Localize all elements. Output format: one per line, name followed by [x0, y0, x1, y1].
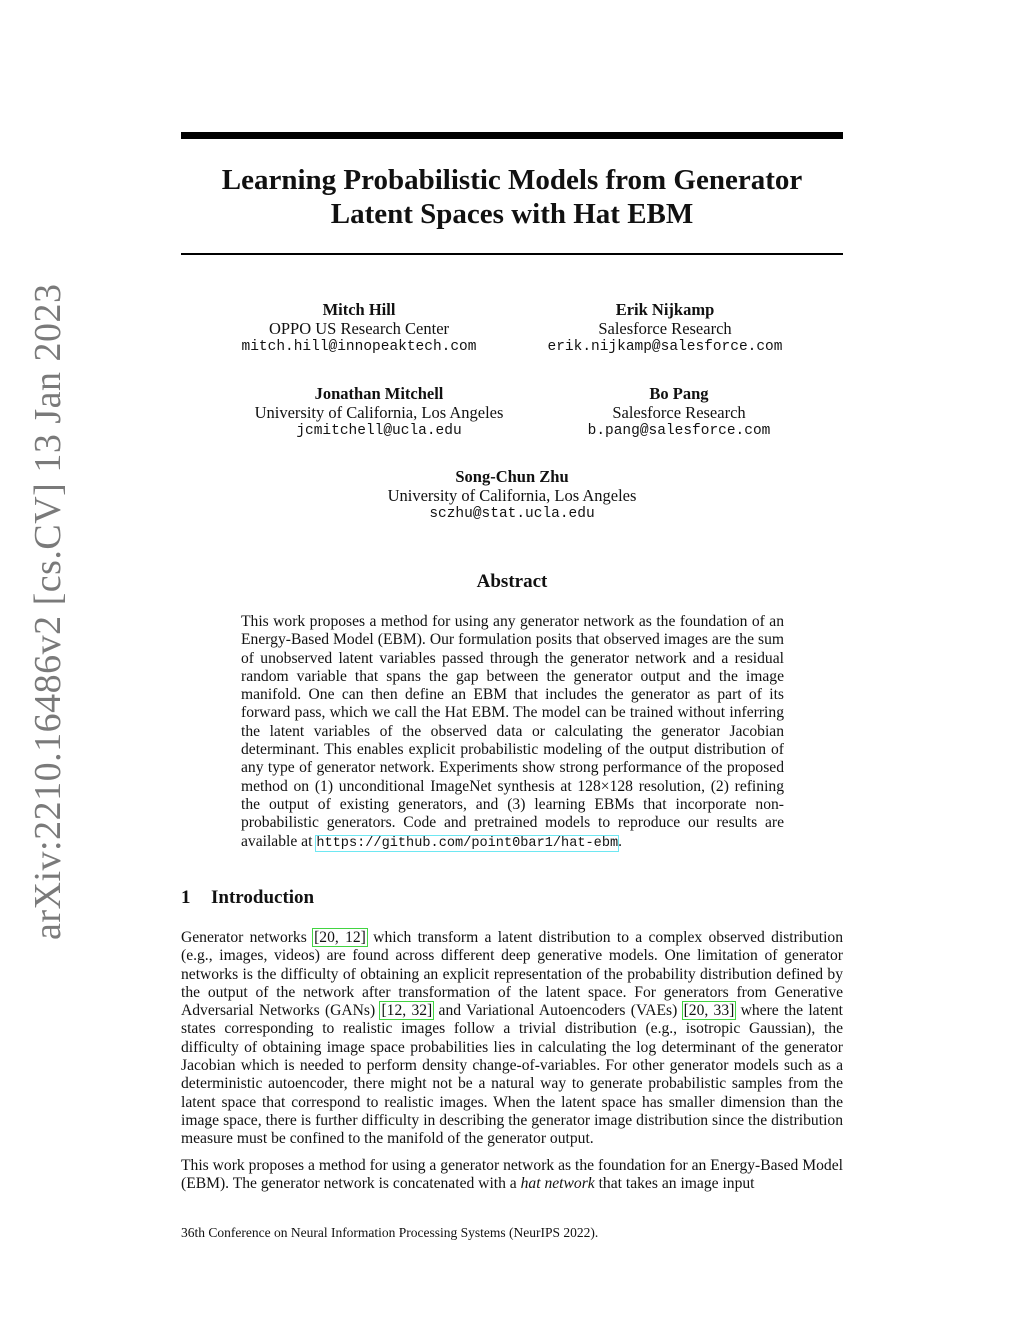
author-email[interactable]: erik.nijkamp@salesforce.com [547, 339, 783, 355]
author-name: Bo Pang [649, 384, 709, 403]
author-affiliation: Salesforce Research [612, 402, 746, 422]
citation-link[interactable]: [12, 32] [381, 1002, 433, 1020]
title-line-2: Latent Spaces with Hat EBM [330, 198, 694, 230]
author-affiliation: University of California, Los Angeles [254, 402, 504, 422]
section-heading-introduction [181, 887, 314, 909]
author-name: Mitch Hill [322, 300, 396, 319]
author-block-4 [499, 385, 859, 441]
title-line-1: Learning Probabilistic Models from Generator [221, 164, 803, 196]
author-email[interactable]: b.pang@salesforce.com [587, 423, 771, 439]
paragraph-text: where the latent states corresponding to realistic images follow a trivial distribution (e.g., isotropic Gaussian), the difficulty of obtaining image space probabilities lies in calculating the log determinant of the generator Jacobian which is needed to perform density change-of-variables. For other generator models such as a deterministic autoencoder, there might not be a natural way to generate probabilistic samples from the latent space that correspond to realistic images. When the latent space has smaller dimension than the image space, there is further difficulty in describing the generator image distribution since the distribution measure must be confined to the manifold of the generator output. [181, 1002, 843, 1148]
title-rule-bottom [181, 253, 843, 255]
author-affiliation: OPPO US Research Center [268, 318, 450, 338]
section-title: Introduction [211, 887, 315, 908]
paragraph-text: This work proposes a method for using a generator network as the foundation for an Energy-Based Model (EBM). The generator network is concatenated with a [181, 1157, 843, 1193]
author-email[interactable]: mitch.hill@innopeaktech.com [241, 339, 477, 355]
intro-paragraph-2 [181, 1157, 843, 1194]
abstract-heading: Abstract [476, 571, 548, 592]
citation-link[interactable]: [20, 33] [683, 1002, 735, 1020]
paragraph-text: which transform a latent distribution to a complex observed distribution (e.g., images, videos) are found across different deep generative models. One limitation of generator networks is the difficulty of obtaining an explicit representation of the probability distribution defined by the output of the network after transformation of the latent space. For generators from Generative Adversarial Networks (GANs) [181, 929, 843, 1020]
emphasized-term: hat network [520, 1175, 595, 1193]
author-affiliation: University of California, Los Angeles [387, 485, 637, 505]
abstract-text-end: . [618, 832, 623, 850]
paragraph-text: and Variational Autoencoders (VAEs) [433, 1002, 683, 1020]
section-number: 1 [181, 887, 191, 908]
intro-paragraph-1 [181, 929, 843, 1149]
code-repository-link[interactable]: https://github.com/point0bar1/hat-ebm [316, 835, 619, 851]
paragraph-text: Generator networks [181, 929, 314, 946]
author-email[interactable]: jcmitchell@ucla.edu [296, 423, 462, 439]
conference-footnote: 36th Conference on Neural Information Processing Systems (NeurIPS 2022). [181, 1225, 599, 1240]
paragraph-text: that takes an image input [594, 1175, 755, 1193]
author-email[interactable]: sczhu@stat.ucla.edu [429, 506, 595, 522]
citation-link[interactable]: [20, 12] [314, 929, 366, 946]
author-name: Erik Nijkamp [615, 300, 715, 319]
paper-title [181, 163, 843, 231]
author-block-2 [485, 301, 845, 357]
author-affiliation: Salesforce Research [598, 318, 732, 338]
abstract-body [241, 613, 784, 853]
arxiv-stamp: arXiv:2210.16486v2 [cs.CV] 13 Jan 2023 [27, 283, 69, 940]
author-name: Jonathan Mitchell [314, 384, 444, 403]
author-block-5 [332, 468, 692, 524]
title-rule-top [181, 132, 843, 139]
author-name: Song-Chun Zhu [455, 467, 569, 486]
abstract-text: This work proposes a method for using any generator network as the foundation of an Energy-Based Model (EBM). Our formulation posits that observed images are the sum of unobserved latent variables passed through the generator network and a residual random variable that spans the gap between the generator output and the image manifold. One can then define an EBM that includes the generator as part of its forward pass, which we call the Hat EBM. The model can be trained without inferring the latent variables of the observed data or calculating the generator Jacobian determinant. This enables explicit probabilistic modeling of the output distribution of any type of generator network. Experiments show strong performance of the proposed method on (1) unconditional ImageNet synthesis at 128×128 resolution, (2) refining the output of existing generators, and (3) learning EBMs that incorporate non-probabilistic generators. Code and pretrained models to reproduce our results are available at [241, 613, 784, 850]
